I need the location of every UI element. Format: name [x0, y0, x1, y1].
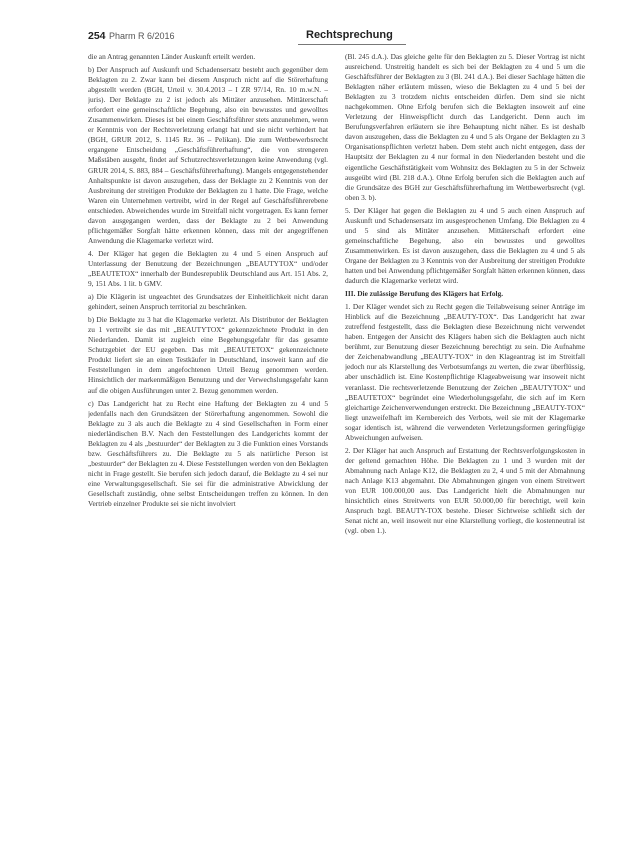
paragraph: 5. Der Kläger hat gegen die Beklagten zu 4 und 5 auch einen Anspruch auf Auskunft und Schadensersatz im ausgesprochenen Umfang. Die Beklagten zu 4 und 5 sind als Mittäter anzusehen. Mittäterschaft erfordert eine gemeinschaftliche Begehung, also ein bewusstes und gewolltes Zusammenwirken. Es ist davon auszugehen, dass die Beklagten zu 4 und 5 als Organe der Beklagten zu 3 Kenntnis von der Ausbreitung der streitigen Produkte hatten und bei Anwendung pflichtgemäßer Sorgfalt hätten erkennen können, dass dadurch die Klagemarke verletzt wird. [345, 205, 585, 286]
section-title: Rechtsprechung [306, 29, 393, 41]
page-header [88, 30, 588, 48]
paragraph: b) Der Anspruch auf Auskunft und Schadensersatz besteht auch gegenüber dem Beklagten zu 2. Zwar kann bei diesem Anspruch nicht auf die Störerhaftung abgestellt werden (BGH, Urteil v. 30.4.2013 – I ZR 97/14, Rn. 10 m.w.N. – juris). Der Beklagte zu 2 ist jedoch als Mittäter anzusehen. Mittäterschaft erfordert eine gemeinschaftliche Begehung, also ein bewusstes und gewolltes Zusammenwirken. Dieses ist bei einem Geschäftsführer stets anzunehmen, wenn er Kenntnis von der Rechtsverletzung erlangt hat und sie nicht verhindert hat (BGH, GRUR 2012, S. 1145 Rz. 36 – Pelikan). Die zum Wettbewerbsrecht ergangene Entscheidung „Geschäftsführerhaftung“, die von strengeren Maßstäben ausgeht, findet auf Schutzrechtsverletzungen keine Anwendung (vgl. GRUR 2014, S. 883, 884 – Geschäftsführerhaftung). Mangels entgegenstehender Anhaltspunkte ist davon auszugehen, dass der Beklagte zu 2 Kenntnis von der Ausbreitung der streitigen Produkte der Beklagten zu 1 hatte. Die Frage, welche Waren ein Unternehmen vertreibt, wird in der Regel auf Geschäftsführerebene entschieden. Abweichendes wurde im Streitfall nicht vorgetragen. Es kann ferner davon ausgegangen werden, dass der Beklagte zu 2 bei Anwendung pflichtgemäßer Sorgfalt hätte erkennen können, dass mit der angegriffenen Anwendung die Klagemarke verletzt wird. [88, 65, 328, 245]
section-heading: III. Die zulässige Berufung des Klägers hat Erfolg. [345, 289, 504, 299]
paragraph: c) Das Landgericht hat zu Recht eine Haftung der Beklagten zu 4 und 5 jedenfalls nach den Grundsätzen der Störerhaftung angenommen. Sowohl die Beklagte zu 3 als auch die Beklagte zu 4 sind Gesellschaften in Form einer niederländischen B.V. Nach den Feststellungen des Landgerichts kommt der Beklagten zu 4 als „bestuurder“ der Beklagten zu 3 die Funktion eines Vorstands bzw. Geschäftsführers zu. Die Beklagte zu 5 als natürliche Person ist „bestuurder“ der Beklagten zu 4. Diese Feststellungen werden von den Beklagten nicht in Frage gestellt. Sie berufen sich jedoch darauf, die Beklagte zu 4 sei nur eine Verwaltungsgesellschaft. Sie sei für die administrative Abwicklung der Gesellschaft zuständig, ohne selbst Entscheidungen treffen zu können. In den Vertrieb einzelner Produkte sei sie nicht involviert [88, 398, 328, 509]
paragraph: 4. Der Kläger hat gegen die Beklagten zu 4 und 5 einen Anspruch auf Unterlassung der Benutzung der Bezeichnungen „BEAUTYTOX“ und/oder „BEAUTETOX“ innerhalb der Bundesrepublik Deutschland aus Art. 151 Abs. 2, 9, 151 Abs. 1 lit. b GMV. [88, 248, 328, 289]
left-column [88, 52, 328, 832]
paragraph: 1. Der Kläger wendet sich zu Recht gegen die Teilabweisung seiner Anträge im Hinblick auf die Bezeichnung „BEAUTY-TOX“. Das Landgericht hat zwar zutreffend festgestellt, dass die Beklagten diese Bezeichnung nicht verwendet haben. Entgegen der Ansicht des Klägers haben sich die Beklagten auch nicht berühmt, zur Benutzung dieser Bezeichnung berechtigt zu sein. Die Aufnahme der Zeichenabwandlung „BEAUTY-TOX“ in den Klageantrag ist im Streitfall jedoch nur als Klarstellung des Verbotsumfangs zu werten, die zwar überflüssig, aber unschädlich ist. Eine Kostenpflichtige Klageabweisung war insoweit nicht veranlasst. Die rechtsverletzende Benutzung der Zeichen „BEAUTYTOX“ und „BEAUTETOX“ begründet eine Wiederholungsgefahr, die sich auf im Kern gleichartige Zeichenverwendungen erstreckt. Die Bezeichnung „BEAUTY-TOX“ liegt unzweifelhaft im Kernbereich des Verbots, weil sie mit der Klagemarke sogar identisch ist, während die verwendeten Verletzungsformen geringfügige Abweichungen aufweisen. [345, 302, 585, 442]
page-number: 254 [88, 30, 106, 42]
paragraph: die an Antrag genannten Länder Auskunft erteilt werden. [88, 52, 256, 61]
paragraph: b) Die Beklagte zu 3 hat die Klagemarke verletzt. Als Distributor der Beklagten zu 1 vertreibt sie das mit „BEAUTYTOX“ gekennzeichnete Produkt in den Niederlanden. Damit ist zugleich eine Begehungsgefahr für das gesamte Schutzgebiet der EU gegeben. Das mit „BEAUTETOX“ gekennzeichnete Produkt liefert sie an einen Testkäufer in Deutschland, insoweit kann auf die Feststellungen in dem angefochtenen Urteil Bezug genommen werden. Hinsichtlich der markenmäßigen Benutzung und der Verwechslungsgefahr kann auf die obigen Ausführungen unter 2. Bezug genommen werden. [88, 315, 328, 395]
right-column [345, 52, 585, 832]
journal-reference: Pharm R 6/2016 [109, 31, 175, 41]
paragraph: (Bl. 245 d.A.). Das gleiche gelte für den Beklagten zu 5. Dieser Vortrag ist nicht ausreichend. Unstreitig handelt es sich bei der Beklagten zu 4 und 5 um die Geschäftsführer der Beklagten zu 3 (Bl. 241 d.A.). Bei dieser Sachlage hätten die Beklagten näher erläutern müssen, wieso die Beklagten zu 4 und 5 bei der Beklagten zu 3 trotzdem nichts entscheiden dürfen. Dem sind sie nicht nachgekommen. Ohne Erfolg berufen sich die Beklagten insoweit auf eine Verletzung der Hinweispflicht durch das Landgericht. Denn auch im Berufungsverfahren erläutern sie ihre Behauptung nicht näher. Es ist deshalb davon auszugehen, dass die Beklagten zu 4 und 5 als Organe der Beklagten zu 3 Organisationspflichten verletzt haben. Dem steht auch nicht entgegen, dass der Hauptsitz der Beklagten zu 4 nur formal in den Niederlanden besteht und die eigentliche Geschäftstätigkeit vom Wohnsitz des Beklagten zu 5 in der Schweiz ausgeübt wird (Bl. 218 d.A.). Ohne Erfolg berufen sich die Beklagten auch auf die Grundsätze des BGH zur Geschäftsführerhaftung im Wettbewerbsrecht (vgl. oben 3. b). [345, 52, 585, 202]
paragraph: 2. Der Kläger hat auch Anspruch auf Erstattung der Rechtsverfolgungskosten in der geltend gemachten Höhe. Die Beklagten zu 1 und 3 wurden mit der Abmahnung nach Anlage K12, die Beklagten zu 2, 4 und 5 mit der Abmahnung nach Anlage K13 abgemahnt. Die Abmahnungen gingen von einem Streitwert von EUR 100.000,00 aus. Das Landgericht hielt die Abmahnungen nur hinsichtlich eines Streitwerts von EUR 50.000,00 für berechtigt, weil kein Anspruch bzgl. BEAUTY-TOX bestehe. Dieser Sichtweise schließt sich der Senat nicht an, weil insoweit nur eine Klarstellung vorliegt, die kostenneutral ist (vgl. oben 1.). [345, 445, 585, 536]
paragraph: a) Die Klägerin ist ungeachtet des Grundsatzes der Einheitlichkeit nicht daran gehindert, seinen Anspruch territorial zu beschränken. [88, 292, 328, 312]
section-rule [298, 44, 406, 45]
